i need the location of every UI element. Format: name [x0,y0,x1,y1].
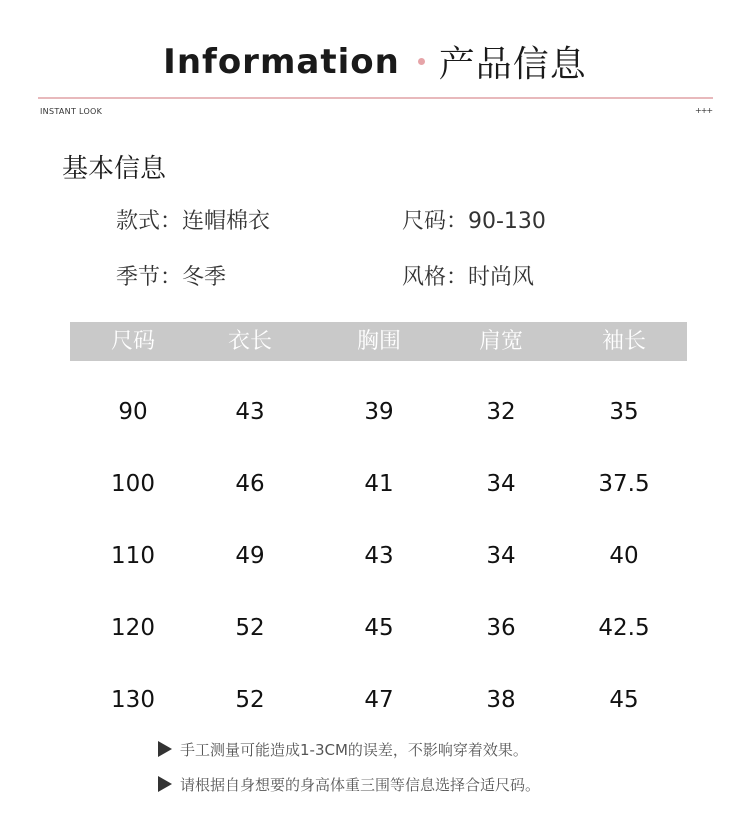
column-header-size: 尺码 [110,329,156,354]
table-cell: 34 [486,471,516,497]
note-size-choice [158,774,540,795]
instant-look-label: INSTANT LOOK [40,107,103,116]
info-fashion: 风格：时尚风 [402,265,535,290]
table-cell: 49 [235,543,265,569]
section-title: 基本信息 [62,154,167,184]
table-cell: 110 [111,543,155,569]
table-cell: 130 [111,687,155,713]
table-cell: 43 [364,543,394,569]
size-table-header [70,322,687,361]
table-cell: 45 [609,687,639,713]
table-cell: 46 [235,471,265,497]
note-text: 请根据自身想要的身高体重三围等信息选择合适尺码。 [180,776,541,794]
column-header-chest: 胸围 [356,329,402,354]
note-measurement [158,739,528,760]
table-cell: 52 [235,687,265,713]
table-cell: 90 [118,399,148,425]
title-english: Information [163,41,400,82]
table-cell: 35 [609,399,639,425]
triangle-bullet-icon [158,776,172,792]
table-cell: 42.5 [598,615,650,641]
column-header-length: 衣长 [227,329,273,354]
table-cell: 36 [486,615,516,641]
table-cell: 39 [364,399,394,425]
note-text: 手工测量可能造成1-3CM的误差，不影响穿着效果。 [180,741,528,759]
table-cell: 41 [364,471,394,497]
info-size: 尺码：90-130 [402,209,546,234]
table-cell: 52 [235,615,265,641]
triangle-bullet-icon [158,741,172,757]
table-cell: 37.5 [598,471,650,497]
table-cell: 120 [111,615,155,641]
table-cell: 34 [486,543,516,569]
title-chinese: 产品信息 [438,44,587,85]
plus-marks: +++ [695,106,713,115]
table-cell: 43 [235,399,265,425]
page-header [0,36,750,87]
title-dot-icon [418,58,425,65]
table-cell: 47 [364,687,394,713]
table-cell: 38 [486,687,516,713]
table-cell: 45 [364,615,394,641]
info-style: 款式：连帽棉衣 [116,209,271,234]
info-season: 季节：冬季 [116,265,227,290]
table-cell: 40 [609,543,639,569]
table-cell: 100 [111,471,155,497]
header-divider [38,97,713,99]
column-header-sleeve: 袖长 [601,329,647,354]
table-cell: 32 [486,399,516,425]
column-header-shoulder: 肩宽 [478,329,524,354]
